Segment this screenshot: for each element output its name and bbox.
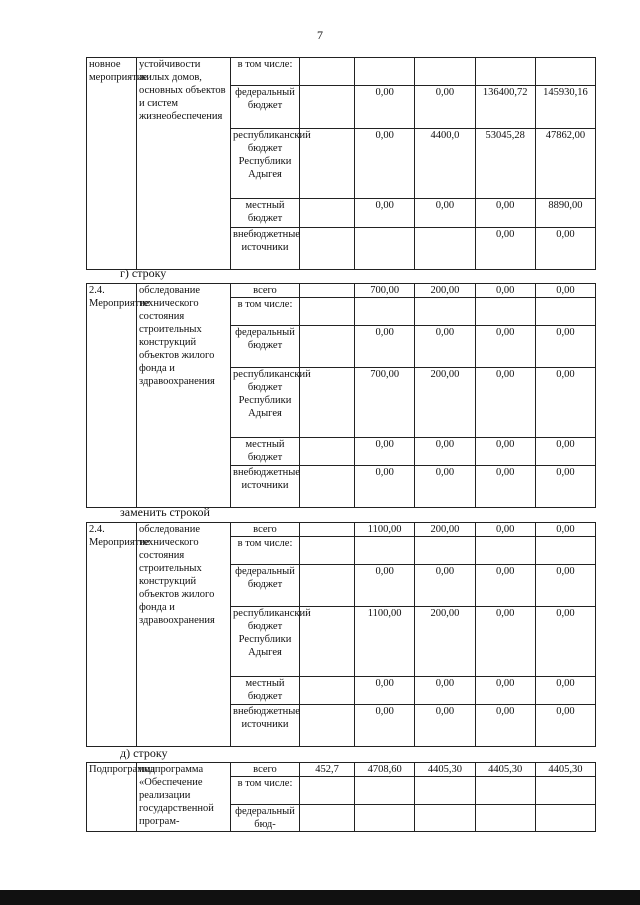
value-cell: 0,00 bbox=[355, 326, 415, 368]
value-cell: 8890,00 bbox=[535, 199, 595, 228]
value-cell bbox=[355, 228, 415, 270]
page-number: 7 bbox=[317, 28, 323, 42]
value-cell: 0,00 bbox=[475, 607, 535, 677]
value-cell: 0,00 bbox=[535, 466, 595, 508]
value-cell: 4400,0 bbox=[415, 129, 475, 199]
value-cell: 0,00 bbox=[355, 86, 415, 129]
row-label: в том числе: bbox=[231, 58, 300, 86]
value-cell: 0,00 bbox=[475, 228, 535, 270]
value-cell: 0,00 bbox=[355, 677, 415, 705]
value-cell: 700,00 bbox=[355, 284, 415, 298]
scan-bottom-edge bbox=[0, 890, 640, 905]
value-cell: 200,00 bbox=[415, 607, 475, 677]
value-cell: 0,00 bbox=[535, 228, 595, 270]
value-cell: 145930,16 bbox=[535, 86, 595, 129]
value-cell: 0,00 bbox=[355, 466, 415, 508]
activity-description: обследование технического состояния строительных конструкций объектов жилого фонда и здравоохранения bbox=[137, 523, 231, 747]
row-label: республиканский бюджет Республики Адыгея bbox=[231, 368, 300, 438]
table-block-1 bbox=[86, 57, 596, 270]
value-cell: 0,00 bbox=[475, 705, 535, 747]
value-cell bbox=[415, 228, 475, 270]
value-cell: 0,00 bbox=[535, 677, 595, 705]
value-cell: 0,00 bbox=[475, 466, 535, 508]
row-label: всего bbox=[231, 763, 300, 777]
row-label: всего bbox=[231, 284, 300, 298]
activity-description: обследование технического состояния строительных конструкций объектов жилого фонда и здравоохранения bbox=[137, 284, 231, 508]
instruction-text: г) строку bbox=[120, 266, 167, 280]
value-cell: 0,00 bbox=[475, 677, 535, 705]
value-cell: 0,00 bbox=[415, 466, 475, 508]
value-cell: 4405,30 bbox=[415, 763, 475, 777]
value-cell: 0,00 bbox=[535, 326, 595, 368]
value-cell: 0,00 bbox=[535, 607, 595, 677]
value-cell: 700,00 bbox=[355, 368, 415, 438]
row-label: республиканский бюджет Республики Адыгея bbox=[231, 607, 300, 677]
row-label: в том числе: bbox=[231, 298, 300, 326]
row-label: федеральный бюджет bbox=[231, 86, 300, 129]
value-cell: 136400,72 bbox=[475, 86, 535, 129]
value-cell: 0,00 bbox=[415, 438, 475, 466]
row-label: местный бюджет bbox=[231, 199, 300, 228]
value-cell: 4405,30 bbox=[475, 763, 535, 777]
value-cell: 0,00 bbox=[475, 326, 535, 368]
value-cell: 0,00 bbox=[475, 565, 535, 607]
table-block-4 bbox=[86, 762, 596, 832]
value-cell: 4405,30 bbox=[535, 763, 595, 777]
value-cell: 0,00 bbox=[355, 129, 415, 199]
value-cell: 0,00 bbox=[355, 199, 415, 228]
value-cell: 0,00 bbox=[415, 565, 475, 607]
table-block-2 bbox=[86, 283, 596, 508]
value-cell: 200,00 bbox=[415, 284, 475, 298]
value-cell: 4708,60 bbox=[355, 763, 415, 777]
value-cell: 1100,00 bbox=[355, 607, 415, 677]
table-block-3 bbox=[86, 522, 596, 747]
value-cell: 0,00 bbox=[415, 326, 475, 368]
value-cell: 200,00 bbox=[415, 523, 475, 537]
subprogram-description: подпрограмма «Обеспечение реализации государственной програм- bbox=[137, 763, 231, 832]
value-cell: 47862,00 bbox=[535, 129, 595, 199]
value-cell: 0,00 bbox=[535, 523, 595, 537]
value-cell: 0,00 bbox=[535, 284, 595, 298]
row-label: внебюджетные источники bbox=[231, 466, 300, 508]
row-label: федеральный бюд- bbox=[231, 805, 300, 832]
value-cell: 0,00 bbox=[475, 199, 535, 228]
value-cell: 0,00 bbox=[475, 438, 535, 466]
instruction-text: заменить строкой bbox=[120, 505, 210, 519]
value-cell: 1100,00 bbox=[355, 523, 415, 537]
row-label: местный бюджет bbox=[231, 677, 300, 705]
row-label: внебюджетные источники bbox=[231, 705, 300, 747]
value-cell: 0,00 bbox=[475, 523, 535, 537]
row-label: внебюджетные источники bbox=[231, 228, 300, 270]
row-label: федеральный бюджет bbox=[231, 565, 300, 607]
row-label: всего bbox=[231, 523, 300, 537]
value-cell: 0,00 bbox=[535, 368, 595, 438]
instruction-text: д) строку bbox=[120, 746, 168, 760]
value-cell: 0,00 bbox=[355, 565, 415, 607]
value-cell: 53045,28 bbox=[475, 129, 535, 199]
value-cell: 200,00 bbox=[415, 368, 475, 438]
value-cell: 0,00 bbox=[535, 705, 595, 747]
value-cell: 452,7 bbox=[300, 763, 355, 777]
subprogram-cell: Подпрограмма bbox=[87, 763, 137, 832]
activity-description: устойчивости жилых домов, основных объектов и систем жизнеобеспечения bbox=[137, 58, 231, 270]
row-label: в том числе: bbox=[231, 537, 300, 565]
value-cell: 0,00 bbox=[535, 438, 595, 466]
value-cell: 0,00 bbox=[475, 368, 535, 438]
value-cell: 0,00 bbox=[475, 284, 535, 298]
value-cell: 0,00 bbox=[415, 705, 475, 747]
value-cell: 0,00 bbox=[355, 438, 415, 466]
value-cell: 0,00 bbox=[355, 705, 415, 747]
value-cell: 0,00 bbox=[535, 565, 595, 607]
row-label: местный бюджет bbox=[231, 438, 300, 466]
activity-cell: новное мероприятие bbox=[87, 58, 137, 270]
value-cell: 0,00 bbox=[415, 86, 475, 129]
activity-cell: 2.4. Мероприятие bbox=[87, 284, 137, 508]
row-label: в том числе: bbox=[231, 777, 300, 805]
row-label: республиканский бюджет Республики Адыгея bbox=[231, 129, 300, 199]
activity-cell: 2.4. Мероприятие bbox=[87, 523, 137, 747]
row-label: федеральный бюджет bbox=[231, 326, 300, 368]
value-cell: 0,00 bbox=[415, 677, 475, 705]
value-cell: 0,00 bbox=[415, 199, 475, 228]
